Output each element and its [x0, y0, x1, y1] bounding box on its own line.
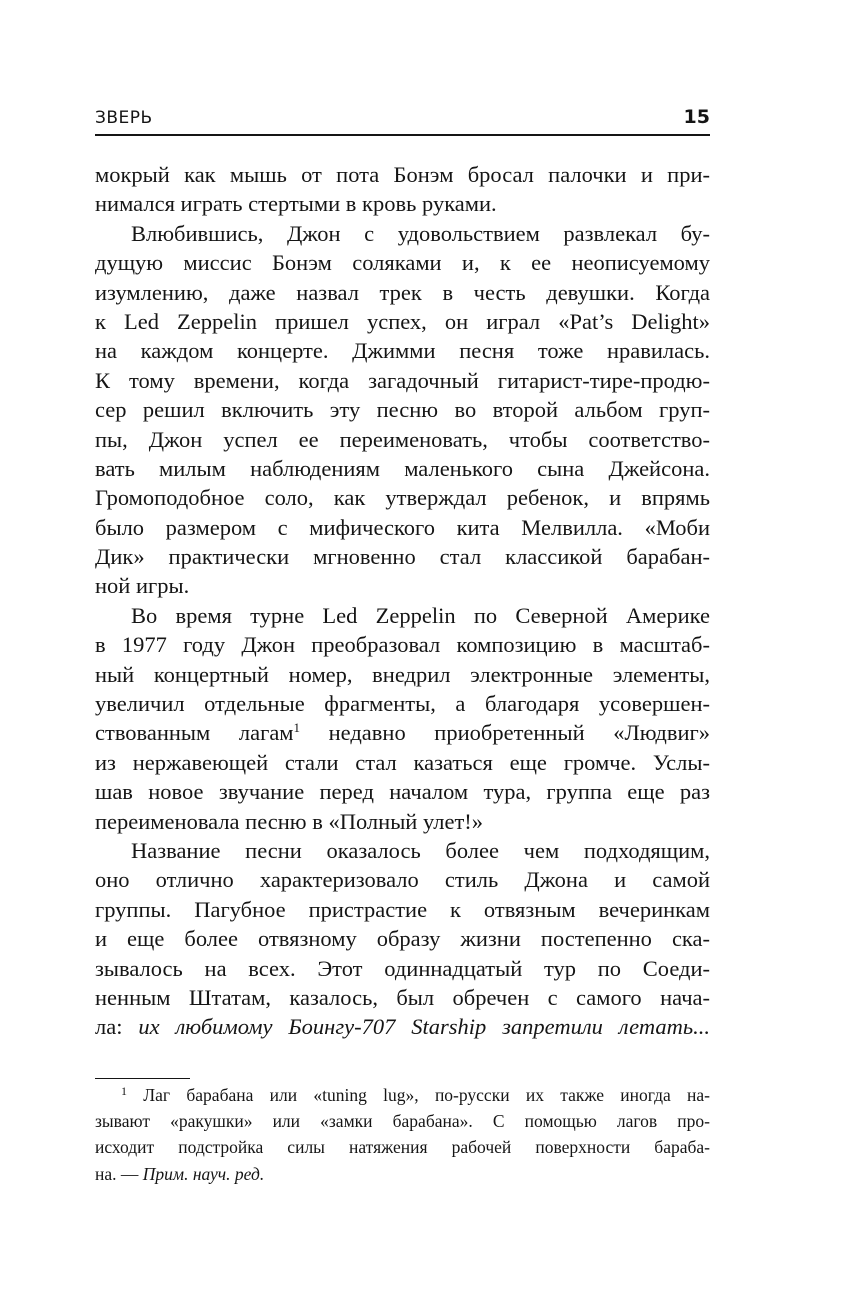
italic-text: Прим. науч. ред.: [142, 1163, 265, 1184]
text-line: оно отлично характеризовало стиль Джона и самой: [95, 867, 710, 893]
text-line: дущую миссис Бонэм соляками и, к ее неописуемому: [95, 250, 710, 276]
text-line: вать милым наблюдениям маленького сына Джейсона.: [95, 455, 710, 481]
text-line: сер решил включить эту песню во второй альбом груп-: [95, 397, 710, 423]
text-line: Влюбившись, Джон с удовольствием развлекал бу-: [131, 220, 710, 246]
text-fragment: ствованным лагам: [95, 720, 294, 746]
text-line: из нержавеющей стали стал казаться еще громче. Услы-: [95, 749, 710, 775]
footnote-divider: [95, 1078, 190, 1079]
text-line: ненным Штатам, казалось, был обречен с самого нача-: [95, 984, 710, 1010]
page-number: 15: [683, 106, 710, 128]
text-line: к Led Zeppelin пришел успех, он играл «Pat’s Delight»: [95, 308, 710, 334]
main-text: [95, 160, 710, 1042]
footnote-line: исходит подстройка силы натяжения рабочей поверхности бараба-: [95, 1137, 710, 1158]
text-line: Дик» практически мгновенно стал классикой барабан-: [95, 544, 710, 570]
text-line: ный концертный номер, внедрил электронные элементы,: [95, 661, 710, 687]
text-line: в 1977 году Джон преобразовал композицию в масштаб-: [95, 632, 710, 658]
text-line: зывалось на всех. Этот одиннадцатый тур по Соеди-: [95, 955, 710, 981]
text-line: пы, Джон успел ее переименовать, чтобы соответство-: [95, 426, 710, 452]
text-line: группы. Пагубное пристрастие к отвязным вечеринкам: [95, 896, 710, 922]
text-line: шав новое звучание перед началом тура, группа еще раз: [95, 779, 710, 805]
text-line: Во время турне Led Zeppelin по Северной Америке: [131, 602, 710, 628]
text-line: изумлению, даже назвал трек в честь девушки. Когда: [95, 279, 710, 305]
text-line: и еще более отвязному образу жизни постепенно ска-: [95, 926, 710, 952]
footnote-line: зывают «ракушки» или «замки барабана». С помощью лагов про-: [95, 1111, 710, 1132]
footnote-line: [95, 1082, 710, 1108]
page-header: [95, 106, 710, 136]
italic-text: их любимому Боингу-707 Starship запретили летать...: [138, 1014, 710, 1040]
text-line: Громоподобное соло, как утверждал ребенок, и впрямь: [95, 485, 710, 511]
text-line: мокрый как мышь от пота Бонэм бросал палочки и при-: [95, 162, 710, 187]
text-line: переименовала песню в «Полный улет!»: [95, 808, 484, 834]
text-line: Название песни оказалось более чем подходящим,: [131, 837, 710, 863]
text-fragment: на. —: [95, 1163, 143, 1184]
text-fragment: недавно приобретенный «Людвиг»: [300, 720, 710, 746]
text-line: [95, 718, 710, 747]
text-fragment: ла:: [95, 1014, 139, 1040]
text-fragment: Лаг барабана или «tuning lug», по-русски их также иногда на-: [127, 1085, 710, 1105]
footnote-marker: 1: [121, 1084, 127, 1098]
footnote-line: [95, 1161, 710, 1187]
running-title: ЗВЕРЬ: [95, 108, 153, 128]
text-line: было размером с мифического кита Мелвилла. «Моби: [95, 514, 710, 540]
text-line: К тому времени, когда загадочный гитарист-тире-продю-: [95, 367, 710, 393]
text-line: увеличил отдельные фрагменты, а благодаря усовершен-: [95, 691, 710, 717]
text-line: ной игры.: [95, 573, 190, 599]
footnote: [95, 1082, 710, 1187]
text-line: на каждом концерте. Джимми песня тоже нравилась.: [95, 338, 710, 364]
text-line: нимался играть стертыми в кровь руками.: [95, 191, 497, 217]
text-line: [95, 1012, 710, 1041]
footnote-reference: 1: [293, 720, 301, 736]
